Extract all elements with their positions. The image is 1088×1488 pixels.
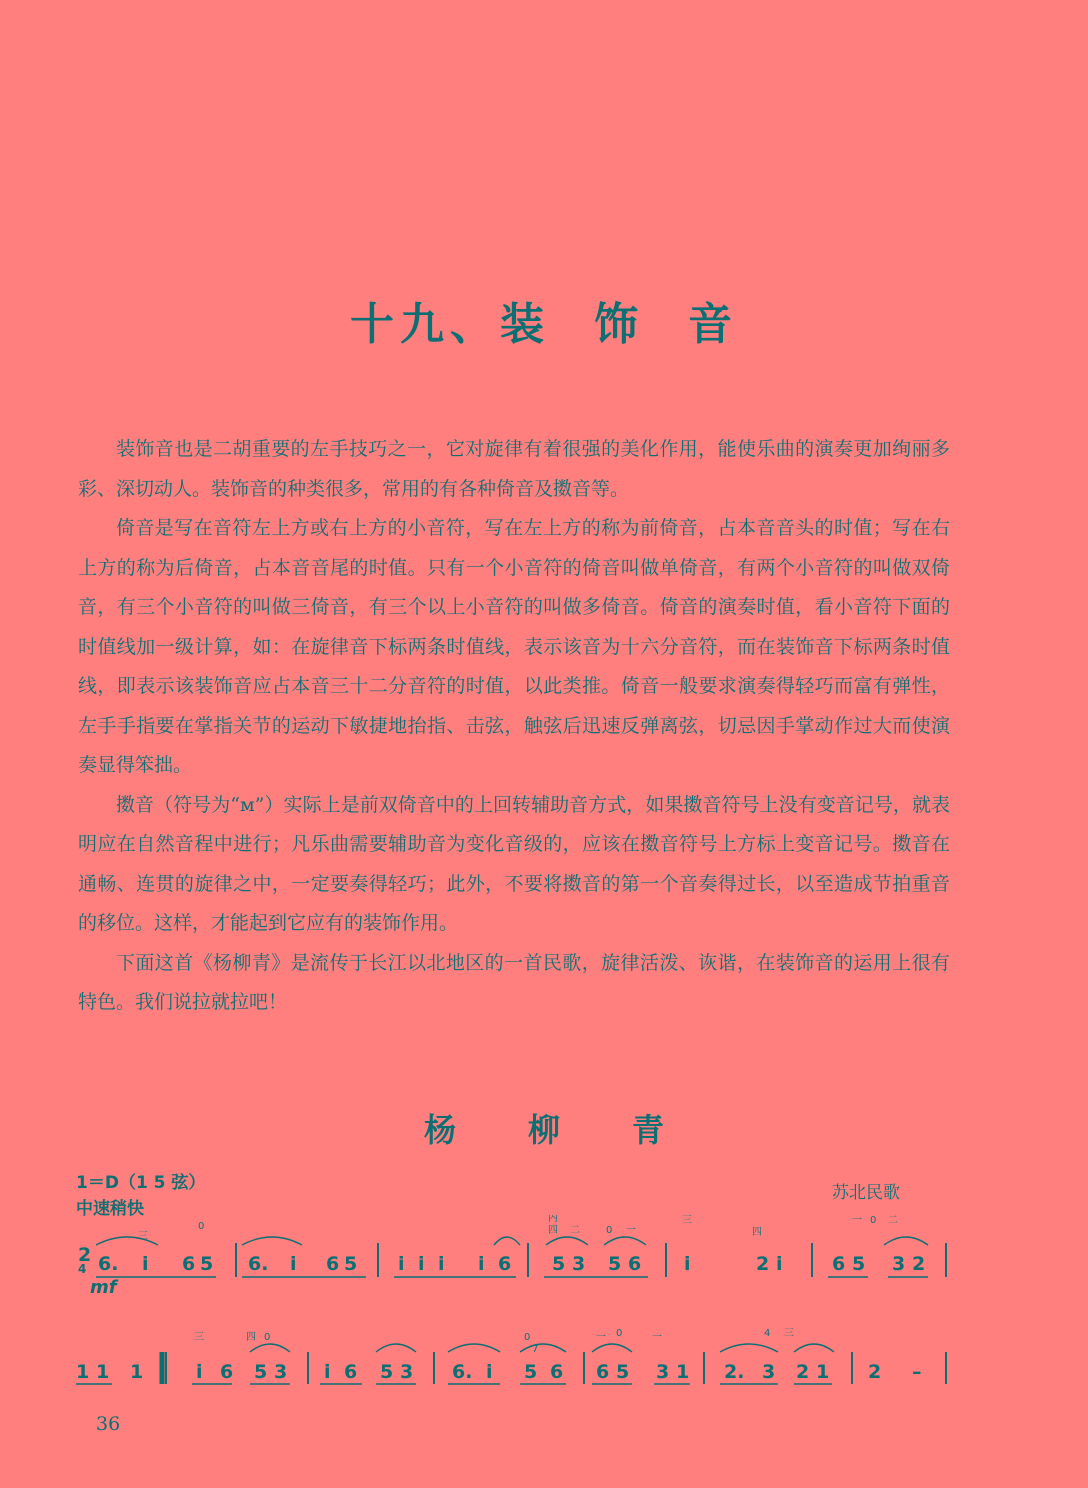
score-line-1-svg <box>76 1215 952 1305</box>
fingering-mark: 四 <box>752 1227 762 1238</box>
note: 5 <box>608 1253 622 1275</box>
slur <box>520 1344 566 1352</box>
note: i <box>196 1361 203 1383</box>
chapter-title-part-3: 音 <box>688 299 738 350</box>
note: i <box>142 1253 149 1275</box>
note: i <box>486 1361 493 1383</box>
paragraph-shake: 擞音（符号为“ᴍ”）实际上是前双倚音中的上回转辅助音方式，如果擞音符号上没有变音记号，就表明应在自然音程中进行；凡乐曲需要辅助音为变化音级的，应该在擞音符号上方标上变音记号。擞音在通畅、连贯的旋律之中，一定要奏得轻巧；此外，不要将擞音的第一个音奏得过长，以至造成节拍重音的移位。这样，才能起到它应有的装饰作用。 <box>78 793 950 934</box>
note: i <box>438 1253 445 1275</box>
fingering-mark: 一 <box>596 1332 606 1343</box>
note: 2. <box>724 1361 745 1383</box>
note: 2 <box>756 1253 770 1275</box>
chapter-title-part-1: 十九、装 <box>350 299 550 350</box>
note: i <box>684 1253 691 1275</box>
fingering-mark: 二 <box>570 1225 580 1236</box>
slur <box>376 1344 416 1352</box>
note: 1 <box>76 1361 90 1383</box>
note: 5 <box>524 1361 538 1383</box>
note: 2 <box>868 1361 882 1383</box>
fingering-mark: 三 <box>194 1332 204 1343</box>
note: i <box>418 1253 425 1275</box>
fingering-mark: 二 <box>888 1215 898 1226</box>
note: 1 <box>96 1361 110 1383</box>
fingering-mark: 内 <box>548 1215 558 1224</box>
note: i <box>398 1253 405 1275</box>
note: – <box>912 1361 922 1383</box>
note: 6 <box>832 1253 846 1275</box>
note: 6 <box>550 1361 564 1383</box>
fingering-mark: 四 <box>548 1225 558 1236</box>
fingering-mark: 四 <box>246 1332 256 1343</box>
note: 3 <box>762 1361 776 1383</box>
note: 5 <box>552 1253 566 1275</box>
note: 6. <box>248 1253 269 1275</box>
fingering-mark: 0 <box>616 1328 623 1339</box>
paragraph-appoggiatura: 倚音是写在音符左上方或右上方的小音符，写在左上方的称为前倚音，占本音音头的时值；写在右上方的称为后倚音，占本音音尾的时值。只有一个小音符的倚音叫做单倚音，有两个小音符的叫做双倚音，有三个小音符的叫做三倚音，有三个以上小音符的叫做多倚音。倚音的演奏时值，看小音符下面的时值线加一级计算，如：在旋律音下标两条时值线，表示该音为十六分音符，而在装饰音下标两条时值线，即表示该装饰音应占本音三十二分音符的时值，以此类推。倚音一般要求演奏得轻巧而富有弹性，左手手指要在掌指关节的运动下敏捷地抬指、击弦，触弦后迅速反弹离弦，切忌因手掌动作过大而使演奏显得笨拙。 <box>78 517 950 776</box>
note: 6. <box>452 1361 473 1383</box>
fingering-mark: 7 <box>532 1344 539 1355</box>
slur <box>546 1237 588 1245</box>
slur <box>720 1344 778 1352</box>
note: 6 <box>326 1253 340 1275</box>
song-title-char-2: 柳 <box>527 1111 560 1149</box>
slur <box>250 1344 290 1352</box>
slur <box>884 1237 928 1245</box>
score-line-1 <box>76 1215 952 1305</box>
note: 6 <box>220 1361 234 1383</box>
slur <box>794 1344 834 1352</box>
paragraph-intro: 装饰音也是二胡重要的左手技巧之一，它对旋律有着很强的美化作用，能使乐曲的演奏更加绚丽多彩、深切动人。装饰音的种类很多，常用的有各种倚音及擞音等。 <box>78 438 950 500</box>
note: i <box>290 1253 297 1275</box>
slur <box>494 1237 520 1245</box>
fingering-mark: 一 <box>852 1215 862 1226</box>
chapter-title-part-2: 饰 <box>594 299 644 350</box>
song-title <box>0 1105 1088 1151</box>
song-title-char-1: 杨 <box>423 1111 456 1149</box>
key-signature: 1＝D（1 5 弦） <box>76 1173 206 1193</box>
note: 2 <box>796 1361 810 1383</box>
note: 5 <box>380 1361 394 1383</box>
note: 6 <box>628 1253 642 1275</box>
note: 3 <box>274 1361 288 1383</box>
chapter-title <box>0 288 1088 352</box>
fingering-mark: 三 <box>784 1328 794 1339</box>
note: 3 <box>572 1253 586 1275</box>
note: 3 <box>656 1361 670 1383</box>
note: i <box>324 1361 331 1383</box>
fingering-mark: 0 <box>264 1332 271 1343</box>
note: 5 <box>200 1253 214 1275</box>
paragraph-song-intro: 下面这首《杨柳青》是流传于长江以北地区的一首民歌，旋律活泼、诙谐，在装饰音的运用上很有特色。我们说拉就拉吧！ <box>78 951 950 1013</box>
note: i <box>776 1253 783 1275</box>
slur <box>604 1237 646 1245</box>
score-line-2-svg <box>76 1318 952 1408</box>
song-origin: 苏北民歌 <box>832 1183 900 1203</box>
note: 6 <box>596 1361 610 1383</box>
note: 1 <box>130 1361 144 1383</box>
fingering-mark: 三 <box>682 1215 692 1226</box>
note: 6 <box>182 1253 196 1275</box>
time-sig-top: 2 <box>78 1244 92 1266</box>
fingering-mark: 0 <box>524 1332 531 1343</box>
note: i <box>478 1253 485 1275</box>
note: 3 <box>400 1361 414 1383</box>
note: 1 <box>816 1361 830 1383</box>
dynamic-marking: mf <box>90 1277 117 1298</box>
note: 2 <box>912 1253 926 1275</box>
body-text <box>78 430 950 1023</box>
note: 6. <box>98 1253 119 1275</box>
note: 6 <box>344 1361 358 1383</box>
song-title-char-3: 青 <box>632 1111 665 1149</box>
score-line-2 <box>76 1318 952 1408</box>
note: 5 <box>852 1253 866 1275</box>
note: 3 <box>892 1253 906 1275</box>
slur <box>592 1344 632 1352</box>
slur <box>96 1237 158 1245</box>
page-number: 36 <box>96 1413 121 1435</box>
note: 1 <box>676 1361 690 1383</box>
fingering-mark: 0 <box>870 1215 877 1226</box>
fingering-mark: 0 <box>198 1221 205 1232</box>
fingering-mark: 一 <box>652 1332 662 1343</box>
note: 5 <box>616 1361 630 1383</box>
fingering-mark: 一 <box>626 1225 636 1236</box>
tempo-marking: 中速稍快 <box>76 1199 144 1219</box>
fingering-mark: 0 <box>606 1225 613 1236</box>
fingering-mark: 4 <box>764 1328 771 1339</box>
slur <box>448 1344 500 1352</box>
note: 6 <box>498 1253 512 1275</box>
slur <box>242 1237 302 1245</box>
note: 5 <box>254 1361 268 1383</box>
note: 5 <box>344 1253 358 1275</box>
time-sig-bottom: 4 <box>78 1262 87 1276</box>
fingering-mark: 三 <box>138 1231 148 1242</box>
